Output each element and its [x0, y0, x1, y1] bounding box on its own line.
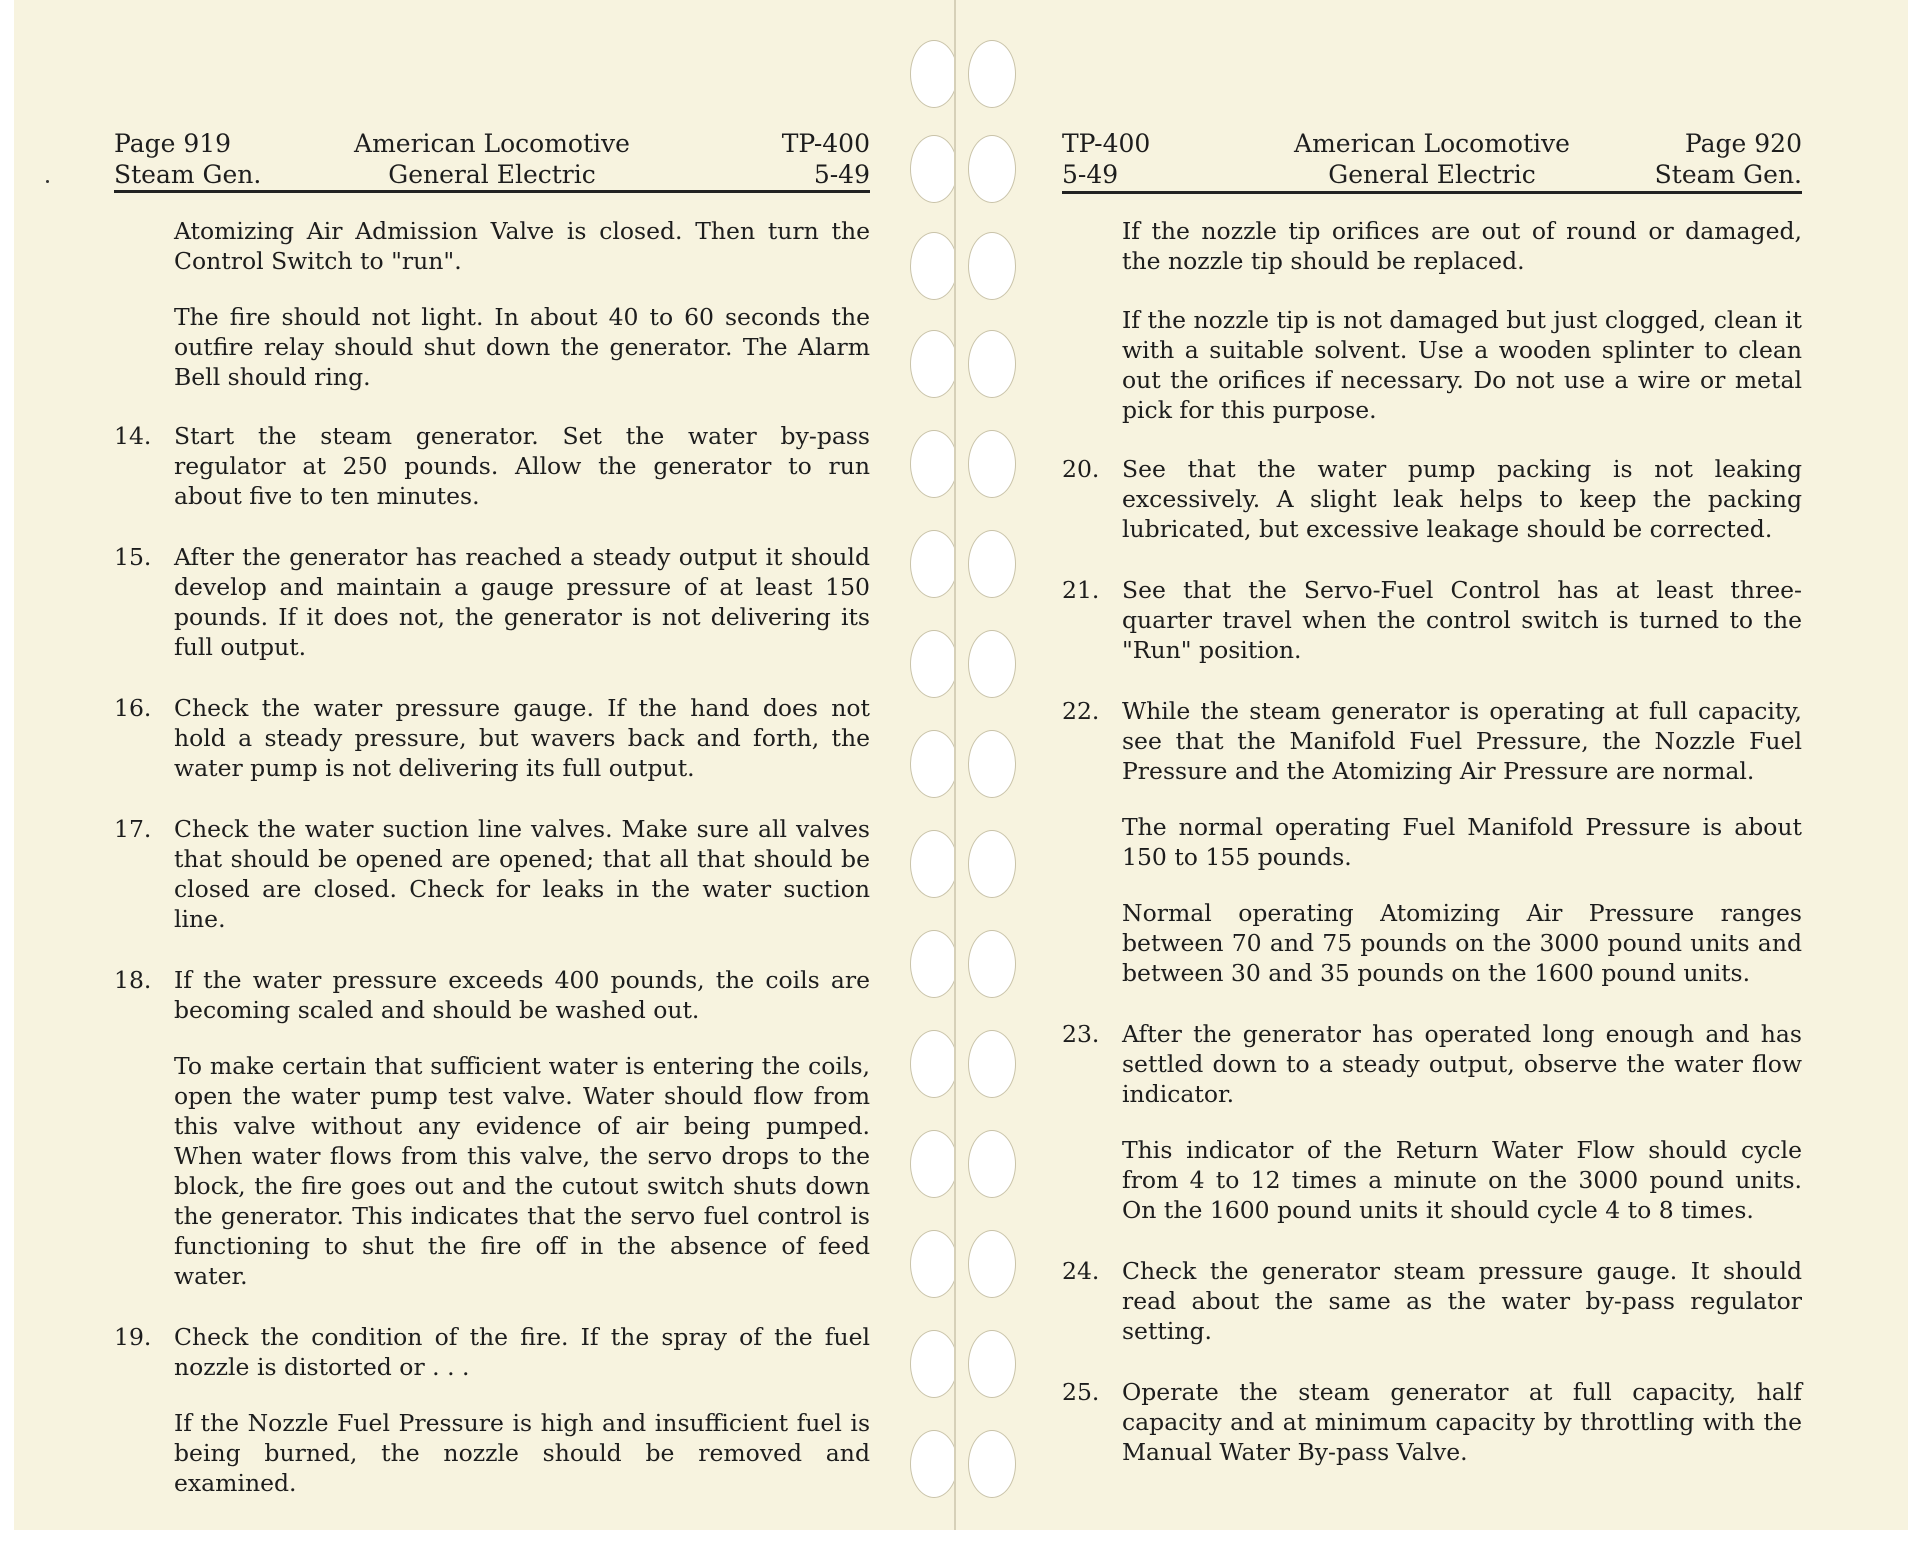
numbered-item-20 [1062, 454, 1802, 544]
binder-hole [910, 1230, 958, 1298]
item-number: 24. [1062, 1257, 1100, 1285]
numbered-item-15 [114, 542, 870, 662]
left-page-header [114, 128, 870, 192]
item-text: If the water pressure exceeds 400 pounds, the coils are becoming scaled and should be washed out. [174, 966, 870, 1024]
numbered-item-24 [1062, 1256, 1802, 1346]
item-text: See that the Servo-Fuel Control has at least three-quarter travel when the control switch is turned to the "Run" position. [1122, 576, 1802, 664]
numbered-item-18 [114, 965, 870, 1291]
item-number: 17. [114, 815, 152, 843]
item-number: 20. [1062, 455, 1100, 483]
item-number: 21. [1062, 576, 1100, 604]
date-code: 5-49 [813, 160, 870, 189]
continued-paragraph: Atomizing Air Admission Valve is closed. Then turn the Control Switch to "run". [174, 217, 870, 275]
header-right-block [782, 128, 870, 190]
numbered-item-21 [1062, 575, 1802, 665]
binder-hole [968, 730, 1016, 798]
item-number: 15. [114, 543, 152, 571]
doc-code: TP-400 [1062, 129, 1151, 158]
item-text: Check the water pressure gauge. If the hand does not hold a steady pressure, but wavers back and forth, the water pump is not delivering its full output. [174, 694, 870, 782]
item-text: While the steam generator is operating at full capacity, see that the Manifold Fuel Pressure, the Nozzle Fuel Pressure and the Atomizing Air Pressure are normal. [1122, 697, 1802, 785]
date-code: 5-49 [1062, 160, 1119, 189]
binder-hole [968, 630, 1016, 698]
numbered-item-22 [1062, 696, 1802, 988]
right-page-header [1062, 128, 1802, 192]
page-speck [46, 180, 49, 183]
item-sub-paragraph: If the Nozzle Fuel Pressure is high and insufficient fuel is being burned, the nozzle should be removed and examined. [174, 1409, 870, 1497]
item-number: 22. [1062, 697, 1100, 725]
header-rule [1062, 191, 1802, 194]
page-number: Page 920 [1684, 129, 1802, 158]
item-sub-paragraph: This indicator of the Return Water Flow should cycle from 4 to 12 times a minute on the 3000 pound units. On the 1600 pound units it should cycle 4 to 8 times. [1122, 1136, 1802, 1224]
binder-hole [910, 930, 958, 998]
doc-code: TP-400 [781, 129, 870, 158]
item-number: 23. [1062, 1020, 1100, 1048]
binder-hole [968, 530, 1016, 598]
binder-hole [968, 1330, 1016, 1398]
item-sub-paragraph: Normal operating Atomizing Air Pressure ranges between 70 and 75 pounds on the 3000 pound units and between 30 and 35 pounds on the 1600 pound units. [1122, 899, 1802, 987]
item-text: Check the water suction line valves. Make sure all valves that should be opened are opened; that all that should be closed are closed. Check for leaks in the water suction line. [174, 815, 870, 933]
left-page [14, 0, 954, 1530]
company-name: American Locomotive [1294, 129, 1570, 158]
section-name: Steam Gen. [114, 160, 262, 189]
division-name: General Electric [1328, 160, 1536, 189]
binder-hole [968, 40, 1016, 108]
numbered-item-19 [114, 1322, 870, 1498]
item-text: Operate the steam generator at full capacity, half capacity and at minimum capacity by throttling with the Manual Water By-pass Valve. [1122, 1378, 1802, 1466]
binder-hole [910, 530, 958, 598]
item-text: Check the generator steam pressure gauge. It should read about the same as the water by-pass regulator setting. [1122, 1257, 1802, 1345]
page-number: Page 919 [114, 129, 232, 158]
item-number: 25. [1062, 1378, 1100, 1406]
left-page-body [114, 216, 870, 1529]
division-name: General Electric [388, 160, 596, 189]
company-name: American Locomotive [354, 129, 630, 158]
binder-hole [968, 232, 1016, 300]
paragraph: If the nozzle tip is not damaged but just clogged, clean it with a suitable solvent. Use a wooden splinter to clean out the orifices if necessary. Do not use a wire or metal pick for this purpose. [1122, 306, 1802, 424]
binder-hole [910, 1030, 958, 1098]
item-sub-paragraph: The normal operating Fuel Manifold Pressure is about 150 to 155 pounds. [1122, 813, 1802, 871]
numbered-item-23 [1062, 1019, 1802, 1225]
binder-hole [910, 232, 958, 300]
binder-hole [910, 135, 958, 203]
binder-hole [910, 830, 958, 898]
item-text: Start the steam generator. Set the water by-pass regulator at 250 pounds. Allow the generator to run about five to ten minutes. [174, 422, 870, 510]
item-text: Check the condition of the fire. If the spray of the fuel nozzle is distorted or . . . [174, 1323, 870, 1381]
binder-hole [910, 730, 958, 798]
binder-hole [910, 330, 958, 398]
right-page [954, 0, 1908, 1530]
item-number: 14. [114, 422, 152, 450]
section-name: Steam Gen. [1654, 160, 1802, 189]
item-number: 19. [114, 1323, 152, 1351]
binder-hole [968, 430, 1016, 498]
right-page-body [1062, 216, 1802, 1498]
item-text: See that the water pump packing is not leaking excessively. A slight leak helps to keep the packing lubricated, but excessive leakage should be corrected. [1122, 455, 1802, 543]
header-center-block [114, 128, 870, 190]
header-right-block [1655, 128, 1802, 190]
binder-hole [968, 1430, 1016, 1498]
binder-hole [910, 1330, 958, 1398]
header-rule [114, 190, 870, 193]
item-number: 18. [114, 966, 152, 994]
binder-hole [910, 1430, 958, 1498]
paragraph: If the nozzle tip orifices are out of round or damaged, the nozzle tip should be replaced. [1122, 217, 1802, 275]
binder-hole [968, 930, 1016, 998]
paragraph: The fire should not light. In about 40 to 60 seconds the outfire relay should shut down the generator. The Alarm Bell should ring. [174, 303, 870, 391]
binder-hole [968, 135, 1016, 203]
item-text: After the generator has reached a steady output it should develop and maintain a gauge pressure of at least 150 pounds. If it does not, the generator is not delivering its full output. [174, 543, 870, 661]
binder-hole [910, 40, 958, 108]
binder-hole [910, 430, 958, 498]
numbered-item-25 [1062, 1377, 1802, 1467]
binder-hole [968, 1130, 1016, 1198]
binder-hole [910, 630, 958, 698]
binder-hole [968, 330, 1016, 398]
numbered-item-14 [114, 421, 870, 511]
numbered-item-16 [114, 693, 870, 783]
binder-hole [910, 1130, 958, 1198]
numbered-item-17 [114, 814, 870, 934]
binder-hole [968, 1230, 1016, 1298]
item-text: After the generator has operated long enough and has settled down to a steady output, observe the water flow indicator. [1122, 1020, 1802, 1108]
binder-hole [968, 830, 1016, 898]
item-sub-paragraph: To make certain that sufficient water is entering the coils, open the water pump test valve. Water should flow from this valve without any evidence of air being pumped. When water flows from this valve, the servo drops to the block, the fire goes out and the cutout switch shuts down the generator. This indicates that the servo fuel control is functioning to shut the fire off in the absence of feed water. [174, 1052, 870, 1290]
item-number: 16. [114, 694, 152, 722]
binder-hole [968, 1030, 1016, 1098]
